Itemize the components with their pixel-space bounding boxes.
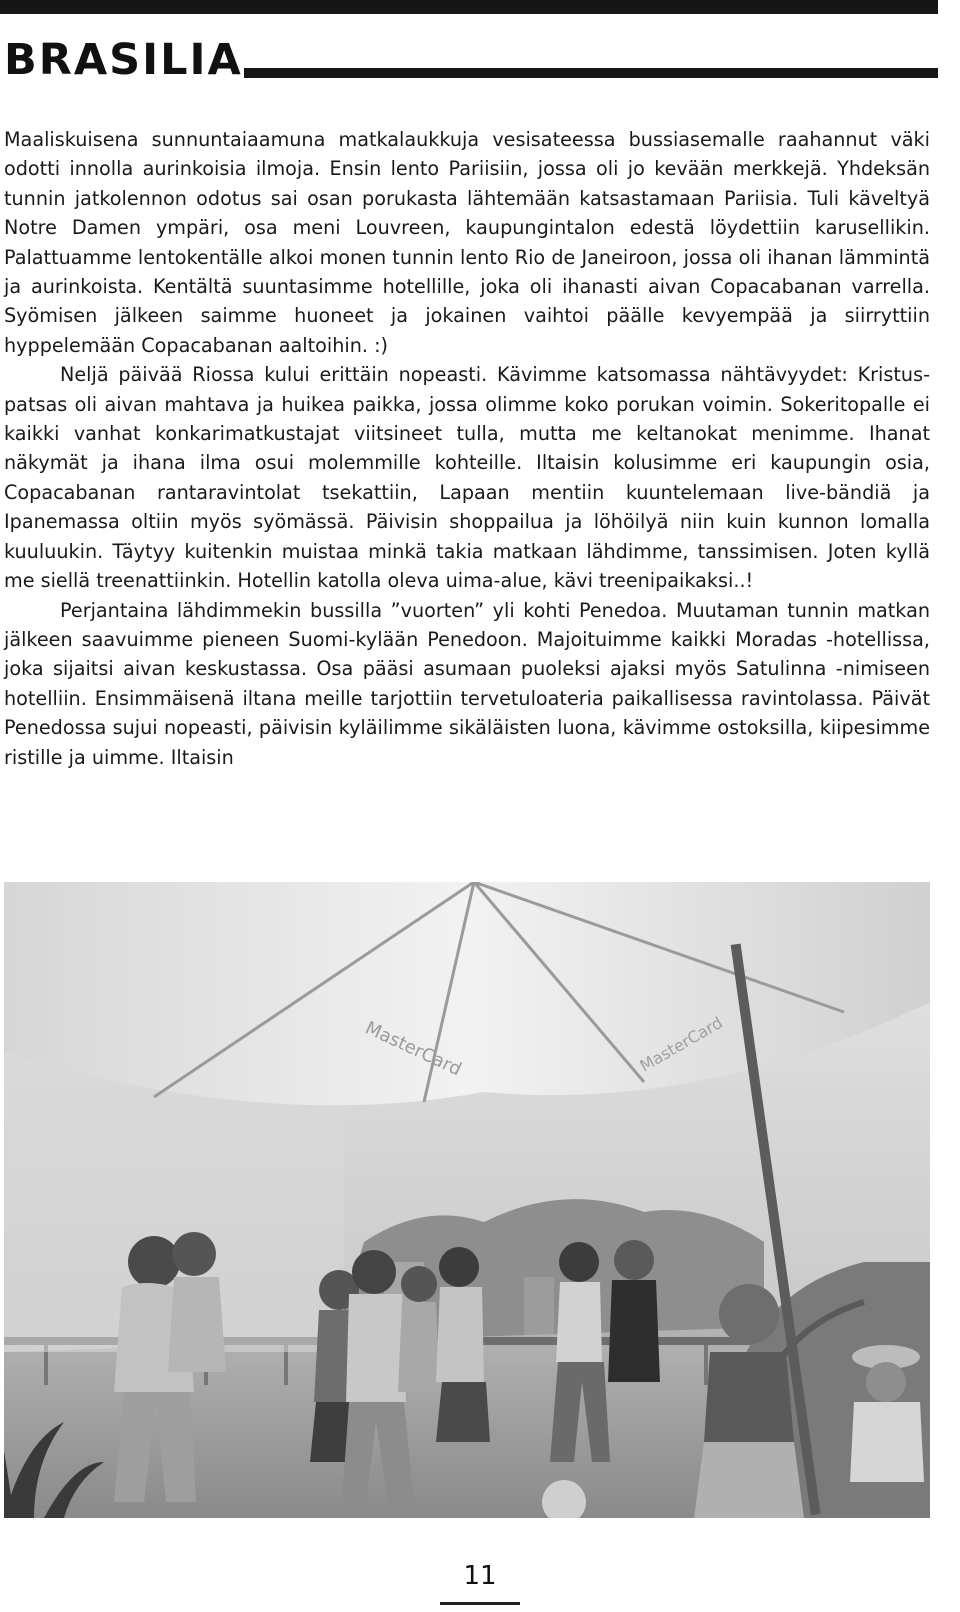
photo-building-2 [524, 1277, 554, 1337]
article-paragraph-3: Perjantaina lähdimmekin bussilla ”vuorten” yli kohti Penedoa. Muutaman tunnin matkan jälkeen saavuimme pieneen Suomi-kylään Penedoon. Majoituimme kaikki Moradas -hotellissa, joka sijaitsi aivan keskustassa. Osa pääsi asumaan puoleksi ajaksi myös Satulinna -nimiseen hotelliin. Ensimmäisenä iltana meille tarjottiin tervetuloateria paikallisessa ravintolassa. Päivät Penedossa sujui nopeasti, päivisin kyläilimme sikäläisten luona, kävimme ostoksilla, kiipesimme ristille ja uimme. Iltaisin [4, 598, 930, 769]
rooftop-dance-photo [4, 882, 930, 1518]
umbrella-print-text: MasterCard [361, 1017, 465, 1081]
photo-illustration [4, 882, 930, 1518]
title-rule [244, 68, 938, 78]
page-title: BRASILIA [4, 35, 243, 85]
umbrella-print-text-2: MasterCard [636, 1012, 726, 1076]
article-paragraph-1: Maaliskuisena sunnuntaiaamuna matkalaukkuja vesisateessa bussiasemalle raahannut väki odotti innolla aurinkoisia ilmoja. Ensin lento Pariisiin, jossa oli jo kevään merkkejä. Yhdeksän tunnin jatkolennon odotus sai osan porukasta lähtemään katsastamaan Pariisia. Tuli käveltyä Notre Damen ympäri, osa meni Louvreen, kaupungintalon edestä löydettiin karusellikin. Palattuamme lentokentälle alkoi monen tunnin lento Rio de Janeiroon, jossa oli ihanan lämmintä ja aurinkoista. Kentältä suuntasimme hotellille, joka oli ihanasti aivan Copacabanan varrella. Syömisen jälkeen saimme huoneet ja jokainen vaihtoi päälle kevyempää ja siirryttiin hyppelemään Copacabanan aaltoihin. :) [4, 128, 930, 357]
article-body [4, 125, 930, 772]
page-number: 11 [463, 1561, 497, 1591]
page-header [4, 34, 938, 86]
article-paragraph-2: Neljä päivää Riossa kului erittäin nopeasti. Kävimme katsomassa nähtävyydet: Kristus-patsas oli aivan mahtava ja huikea paikka, jossa olimme koko porukan voimin. Sokeritopalle ei kaikki vanhat konkarimatkustajat viitsineet tulla, mutta me keltanokat menimme. Ihanat näkymät ja ihana ilma osui molemmille kohteille. Iltaisin kolusimme eri kaupungin osia, Copacabanan rantaravintolat tsekattiin, Lapaan mentiin kuuntelemaan live-bändiä ja Ipanemassa oltiin myös syömässä. Päivisin shoppailua ja löhöilyä niin kuin kunnon lomalla kuuluukin. Täytyy kuitenkin muistaa minkä takia matkaan lähdimme, tanssimisen. Joten kyllä me siellä treenattiinkin. Hotellin katolla oleva uima-alue, kävi treenipaikaksi..! [4, 363, 930, 593]
page-number-rule [440, 1602, 520, 1605]
top-rule [0, 0, 938, 14]
